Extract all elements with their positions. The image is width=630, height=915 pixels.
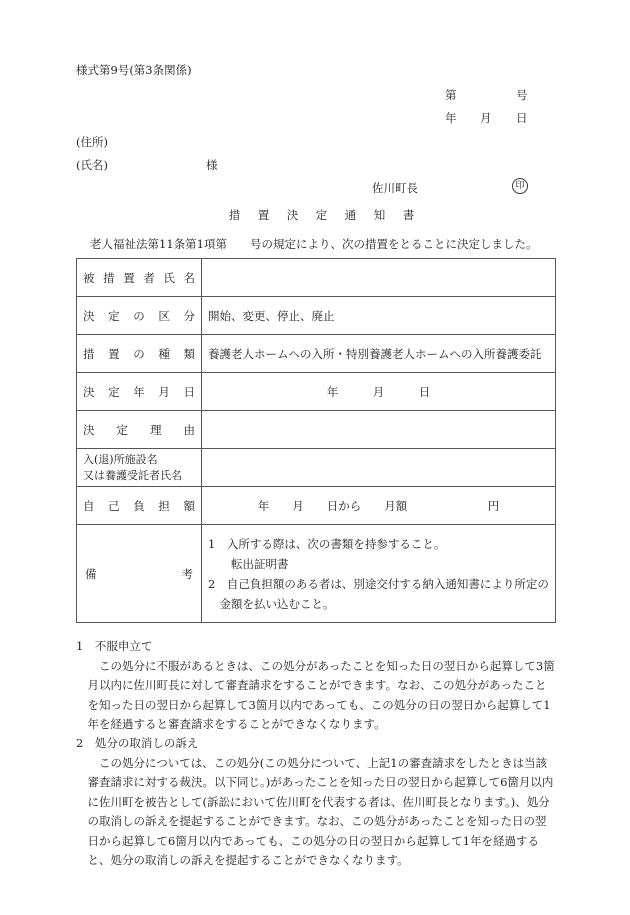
title-char: 書 (402, 208, 415, 222)
title-char: 決 (286, 208, 299, 222)
facility-name-value (202, 449, 556, 487)
recipient-address-label: (住所) (76, 135, 108, 149)
label-char: 日 (183, 384, 195, 399)
lawsuit-body: この処分については、この処分(この処分について、上記1の審査請求をしたときは当該審査請求に対する裁決。以下同じ。)があったことを知った日の翌日から起算して6箇月以内に佐川町を被告として(訴訟において佐川町を代表する者は、佐川町長となります。)、処分の取消しの訴えを提起することができます。なお、この処分があったことを知った日の翌日から起算して6箇月以内であっても、この処分の日の翌日から起算して1年を経過すると、処分の取消しの訴えを提起することができなくなります。 (87, 755, 554, 867)
issuer-title: 佐川町長 (372, 181, 418, 195)
label-char: 定 (108, 308, 120, 323)
label-char: 決 (83, 384, 95, 399)
date-month-label: 月 (480, 111, 492, 125)
recipient-honorific: 様 (206, 158, 218, 172)
table-row (77, 411, 556, 449)
justified-label (83, 422, 195, 438)
label-char: 区 (158, 308, 170, 323)
title-char: 措 (228, 208, 241, 222)
label-char: 担 (158, 498, 170, 513)
document-title (220, 207, 423, 223)
appeal-section (76, 637, 556, 735)
label-char: 定 (116, 422, 128, 437)
justified-label (83, 384, 195, 400)
decision-table (76, 258, 556, 623)
label-char: 被 (83, 270, 95, 285)
remarks-label-right: 考 (181, 566, 193, 581)
recipient-name-label: (氏名) (76, 158, 108, 172)
appeal-body: この処分に不服があるときは、この処分があったことを知った日の翌日から起算して3箇月以内に佐川町長に対して審査請求をすることができます。なお、この処分があったことを知った日の翌日から起算して3箇月以内であっても、この処分の日の翌日から起算して1年を経過すると審査請求をすることができなくなります。 (87, 658, 555, 731)
form-number: 様式第9号(第3条関係) (76, 63, 192, 77)
measure-type-value: 養護老人ホームへの入所・特別養護老人ホームへの入所養護委託 (202, 335, 556, 373)
remark-line: 金額を払い込むこと。 (208, 596, 335, 611)
label-char: 置 (108, 346, 120, 361)
label-char: 由 (183, 422, 195, 437)
label-char: 自 (83, 498, 95, 513)
label-char: 決 (83, 422, 95, 437)
remarks-label-wrap (83, 566, 195, 582)
lawsuit-heading: 2 処分の取消しの訴え (76, 736, 199, 750)
table-row (77, 373, 556, 411)
justified-label (83, 270, 195, 286)
table-row (77, 335, 556, 373)
measure-type-label (77, 335, 202, 373)
label-char: 額 (183, 498, 195, 513)
label-char: 己 (108, 498, 120, 513)
label-char: 氏 (163, 270, 175, 285)
date-year-label: 年 (445, 111, 457, 125)
date-day-label: 日 (516, 111, 528, 125)
self-payment-value: 年 月 日から 月額 円 (202, 487, 556, 525)
remarks-value (202, 525, 556, 623)
self-payment-label (77, 487, 202, 525)
document-number-prefix: 第 (445, 88, 457, 102)
title-char: 定 (315, 208, 328, 222)
decision-reason-value (202, 411, 556, 449)
table-row (77, 259, 556, 297)
label-char: 分 (183, 308, 195, 323)
label-char: の (133, 346, 145, 361)
decision-type-label (77, 297, 202, 335)
remarks-label (77, 525, 202, 623)
remark-line: 1 入所する際は、次の書類を持参すること。 (208, 536, 446, 551)
decision-type-value: 開始、変更、停止、廃止 (202, 297, 556, 335)
label-char: 年 (133, 384, 145, 399)
table-row (77, 487, 556, 525)
seal-icon: 印 (512, 178, 528, 194)
table-row (77, 449, 556, 487)
decision-date-label (77, 373, 202, 411)
remark-line: 転出証明書 (208, 556, 289, 571)
label-char: 措 (103, 270, 115, 285)
label-char: 種 (158, 346, 170, 361)
facility-label-line2: 又は養護受託者氏名 (83, 468, 182, 482)
label-char: 理 (150, 422, 162, 437)
table-row (77, 297, 556, 335)
decision-date-value: 年 月 日 (202, 373, 556, 411)
label-char: 定 (108, 384, 120, 399)
table-row (77, 525, 556, 623)
label-char: 名 (183, 270, 195, 285)
appeal-heading: 1 不服申立て (76, 639, 153, 653)
facility-name-label (77, 449, 202, 487)
title-char: 通 (344, 208, 357, 222)
label-char: 月 (158, 384, 170, 399)
facility-label-line1: 入(退)所施設名 (83, 452, 158, 466)
label-char: 負 (133, 498, 145, 513)
intro-text: 老人福祉法第11条第1項第 号の規定により、次の措置をとることに決定しました。 (90, 237, 538, 251)
person-name-value (202, 259, 556, 297)
justified-label (83, 498, 195, 514)
label-char: 置 (123, 270, 135, 285)
decision-reason-label (77, 411, 202, 449)
remarks-label-left: 備 (85, 566, 97, 581)
person-name-label (77, 259, 202, 297)
label-char: 措 (83, 346, 95, 361)
label-char: 類 (183, 346, 195, 361)
label-char: 者 (143, 270, 155, 285)
title-char: 置 (257, 208, 270, 222)
title-char: 知 (373, 208, 386, 222)
lawsuit-section (76, 734, 556, 871)
remark-line: 2 自己負担額のある者は、別途交付する納入通知書により所定の (208, 576, 549, 591)
label-char: 決 (83, 308, 95, 323)
label-char: の (133, 308, 145, 323)
justified-label (83, 346, 195, 362)
document-number-suffix: 号 (516, 88, 528, 102)
justified-label (83, 308, 195, 324)
